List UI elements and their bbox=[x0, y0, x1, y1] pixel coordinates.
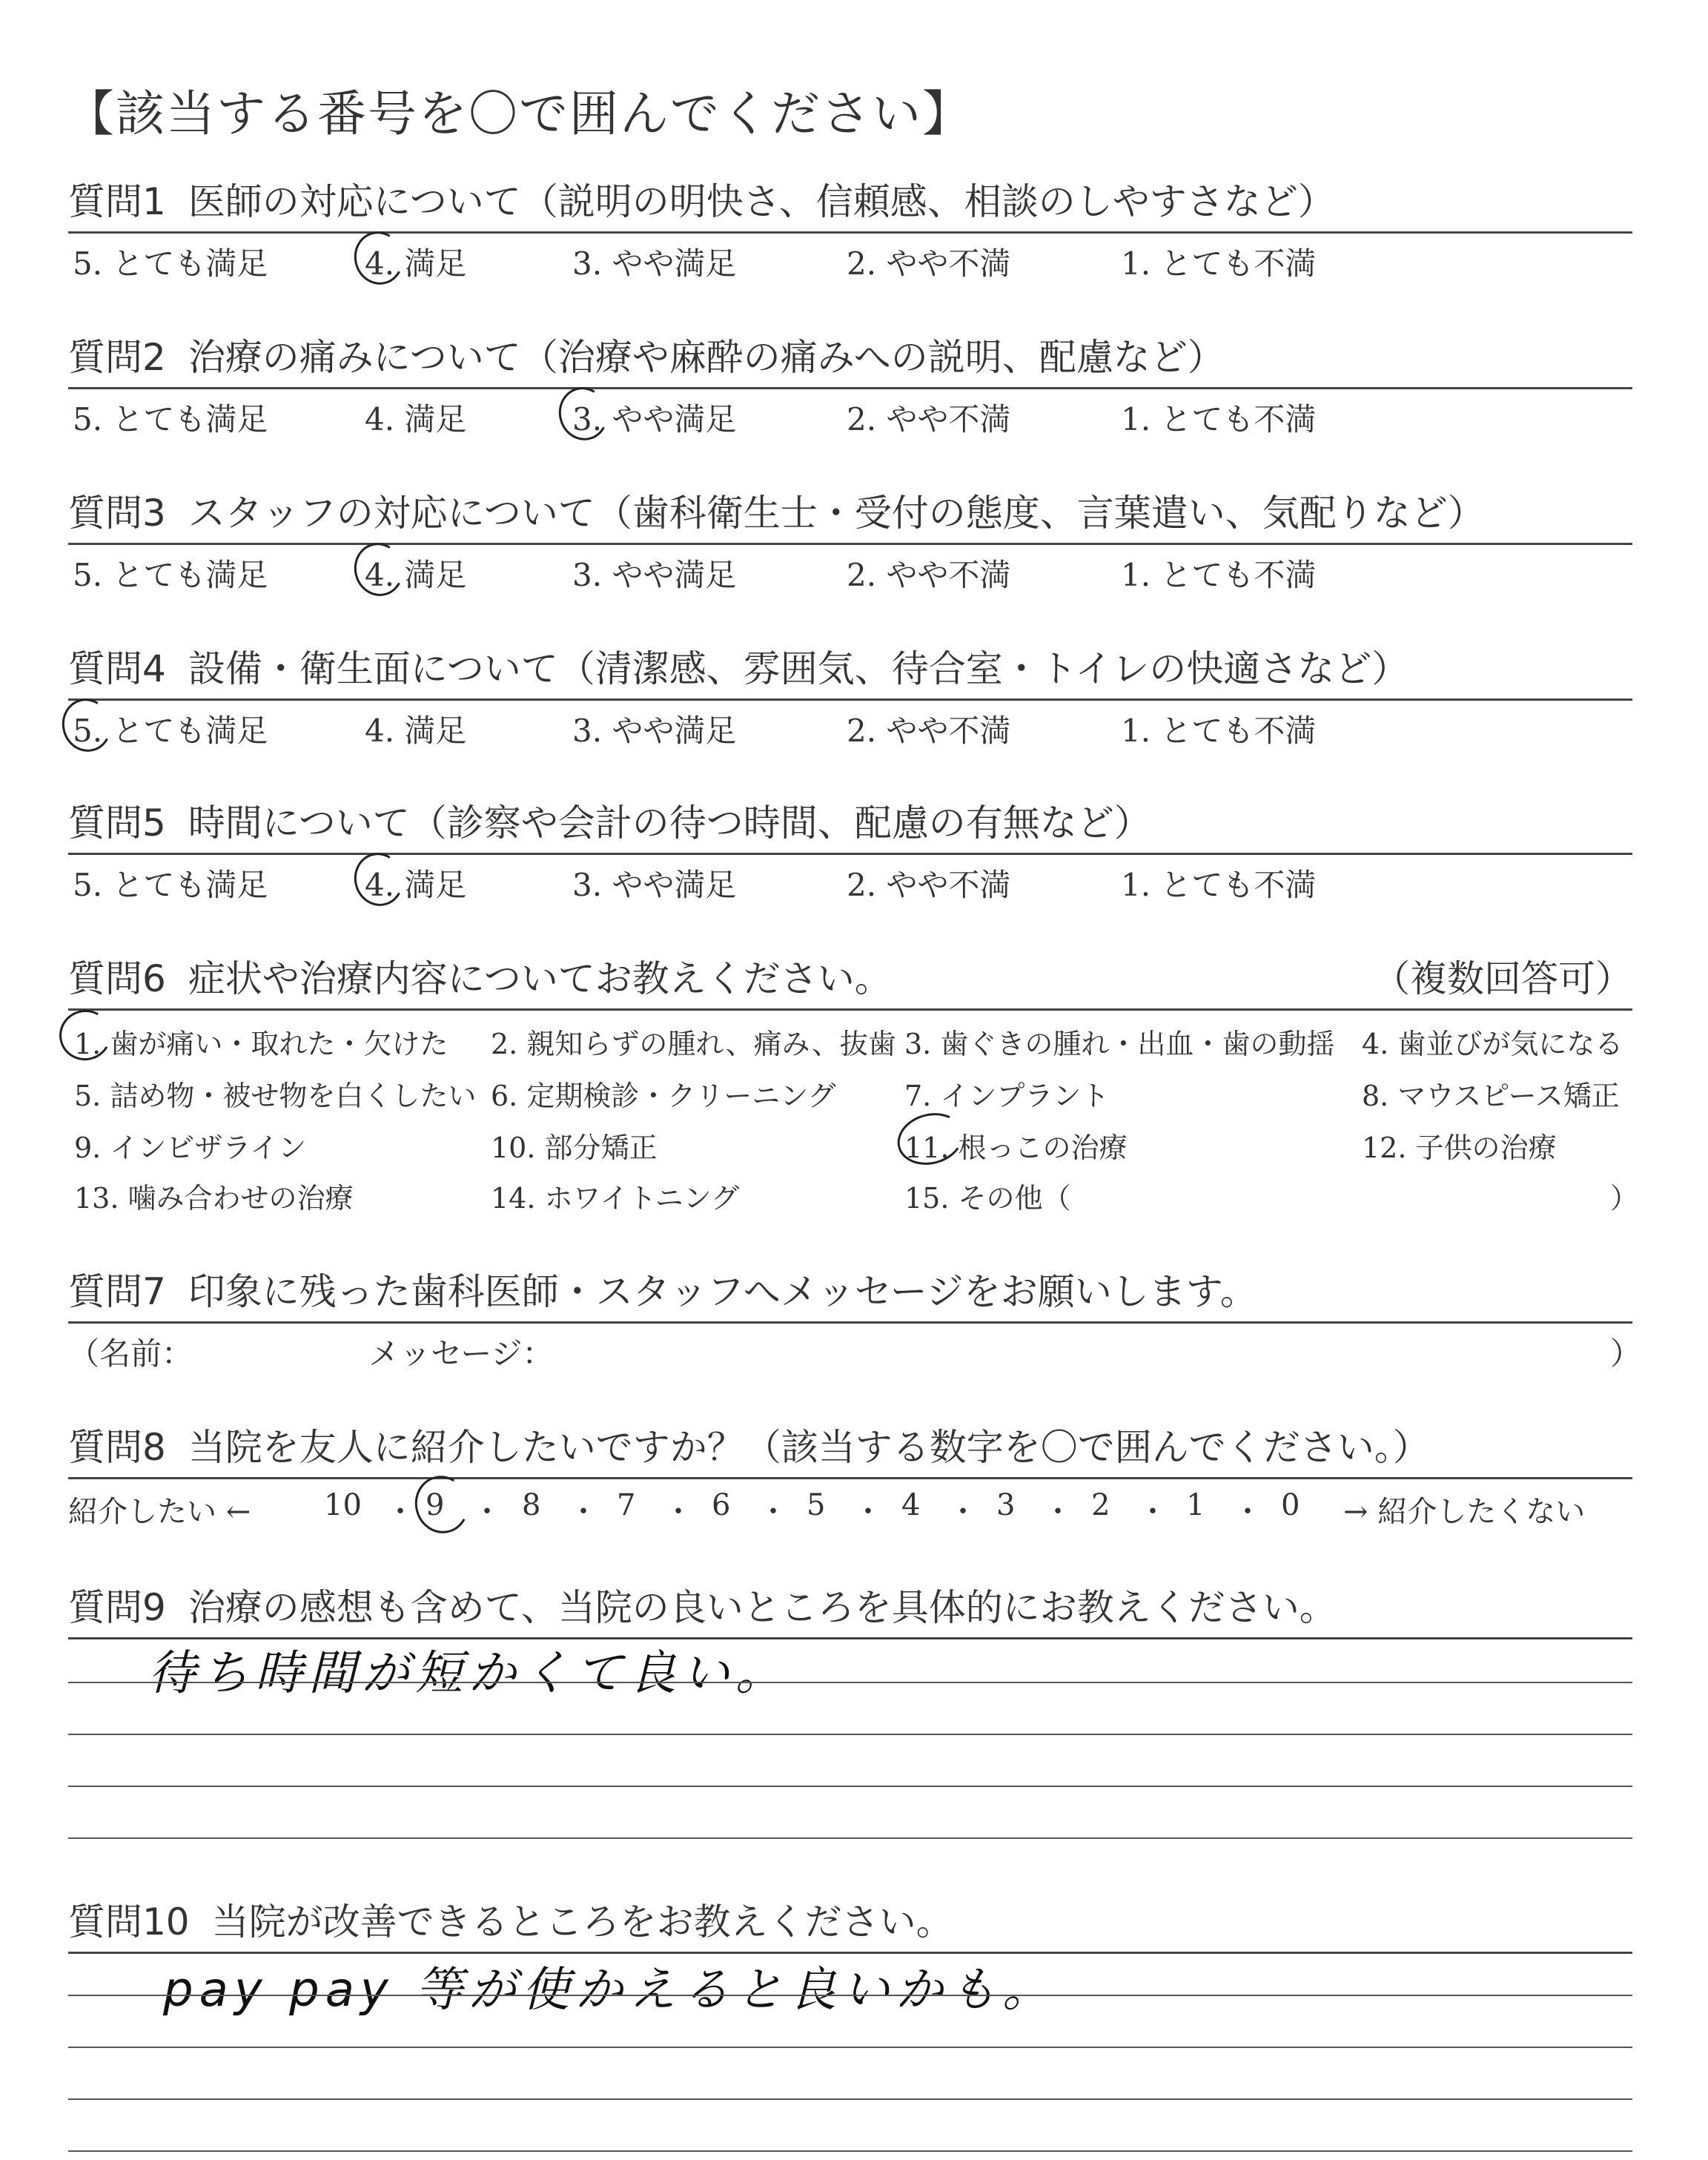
scale-9[interactable]: 9 bbox=[426, 1488, 445, 1522]
question-1 bbox=[68, 172, 1632, 280]
question-2 bbox=[68, 328, 1632, 435]
question-number: 質問7 bbox=[68, 1270, 166, 1313]
scale-1[interactable]: 1 bbox=[1186, 1488, 1205, 1522]
scale-dot: ・ bbox=[758, 1495, 788, 1529]
rating-options bbox=[68, 855, 1632, 901]
option-12[interactable]: 12. 子供の治療 bbox=[1362, 1132, 1557, 1164]
question-10 bbox=[68, 1892, 1632, 1954]
option-1[interactable]: 1. とても不満 bbox=[1121, 867, 1317, 903]
scale-0[interactable]: 0 bbox=[1281, 1488, 1300, 1522]
option-1[interactable]: 1. とても不満 bbox=[1121, 245, 1317, 282]
answer-line bbox=[68, 1734, 1632, 1735]
option-5[interactable]: 5. とても満足 bbox=[73, 713, 268, 749]
question-6 bbox=[68, 949, 1639, 1233]
scale-4[interactable]: 4 bbox=[901, 1488, 921, 1522]
option-3[interactable]: 3. やや満足 bbox=[572, 713, 737, 749]
option-5[interactable]: 5. とても満足 bbox=[73, 401, 268, 437]
scale-8[interactable]: 8 bbox=[522, 1488, 541, 1522]
question-number: 質問9 bbox=[68, 1586, 166, 1629]
option-14[interactable]: 14. ホワイトニング bbox=[491, 1182, 740, 1215]
question-number: 質問3 bbox=[68, 492, 166, 535]
question-text: 印象に残った歯科医師・スタッフへメッセージをお願いします。 bbox=[188, 1270, 1257, 1313]
question-text: スタッフの対応について（歯科衛生士・受付の態度、言葉遣い、気配りなど） bbox=[188, 492, 1485, 535]
scale-dot: ・ bbox=[1138, 1495, 1168, 1529]
treatment-options bbox=[68, 1011, 1639, 1233]
scale-7[interactable]: 7 bbox=[617, 1488, 636, 1522]
other-close-paren: ） bbox=[1610, 1182, 1639, 1215]
option-1[interactable]: 1. とても不満 bbox=[1121, 557, 1317, 593]
question-8 bbox=[68, 1418, 1632, 1529]
option-5[interactable]: 5. とても満足 bbox=[73, 557, 268, 593]
option-11[interactable]: 11. 根っこの治療 bbox=[904, 1132, 1128, 1164]
question-9 bbox=[68, 1578, 1632, 1639]
option-9[interactable]: 9. インビザライン bbox=[74, 1132, 307, 1164]
answer-line bbox=[68, 1786, 1632, 1787]
option-1[interactable]: 1. 歯が痛い・取れた・欠けた bbox=[74, 1028, 448, 1060]
option-6[interactable]: 6. 定期検診・クリーニング bbox=[491, 1080, 836, 1112]
option-2[interactable]: 2. やや不満 bbox=[847, 713, 1011, 749]
answer-line bbox=[68, 2047, 1632, 2048]
option-4[interactable]: 4. 歯並びが気になる bbox=[1362, 1028, 1623, 1060]
scale-left-label: 紹介したい ← bbox=[68, 1495, 251, 1529]
question-number: 質問1 bbox=[68, 180, 166, 223]
option-1[interactable]: 1. とても不満 bbox=[1121, 713, 1317, 749]
message-label: メッセージ： bbox=[368, 1335, 554, 1372]
question-number: 質問10 bbox=[68, 1900, 190, 1943]
scale-dot: ・ bbox=[853, 1495, 883, 1529]
question-text: 時間について（診察や会計の待つ時間、配慮の有無など） bbox=[188, 802, 1151, 845]
question-3 bbox=[68, 483, 1632, 591]
question-7 bbox=[68, 1262, 1642, 1372]
option-3[interactable]: 3. やや満足 bbox=[572, 401, 737, 437]
handwritten-answer-q9[interactable]: 待ち時間が短かくて良い。 bbox=[148, 1646, 789, 1701]
message-close-paren: ） bbox=[1610, 1335, 1642, 1372]
option-2[interactable]: 2. やや不満 bbox=[847, 401, 1011, 437]
scale-dot: ・ bbox=[948, 1495, 978, 1529]
option-4[interactable]: 4. 満足 bbox=[365, 557, 467, 593]
option-2[interactable]: 2. やや不満 bbox=[847, 557, 1011, 593]
option-5[interactable]: 5. 詰め物・被せ物を白くしたい bbox=[74, 1080, 477, 1112]
option-5[interactable]: 5. とても満足 bbox=[73, 245, 268, 282]
option-4[interactable]: 4. 満足 bbox=[365, 713, 467, 749]
scale-dot: ・ bbox=[569, 1495, 598, 1529]
option-3[interactable]: 3. やや満足 bbox=[572, 557, 737, 593]
scale-10[interactable]: 10 bbox=[324, 1488, 362, 1522]
scale-dot: ・ bbox=[1043, 1495, 1073, 1529]
question-text: 治療の痛みについて（治療や麻酔の痛みへの説明、配慮など） bbox=[188, 336, 1225, 379]
question-number: 質問5 bbox=[68, 802, 166, 845]
scale-dot: ・ bbox=[663, 1495, 693, 1529]
answer-line bbox=[68, 1995, 1632, 1996]
answer-line bbox=[68, 2098, 1632, 2100]
option-15[interactable]: 15. その他（ bbox=[904, 1182, 1071, 1215]
question-text: 症状や治療内容についてお教えください。 bbox=[188, 957, 892, 1000]
scale-right-label: → 紹介したくない bbox=[1343, 1495, 1586, 1529]
name-label: （名前： bbox=[68, 1335, 193, 1372]
scale-3[interactable]: 3 bbox=[996, 1488, 1016, 1522]
option-7[interactable]: 7. インプラント bbox=[904, 1080, 1110, 1112]
question-text: 医師の対応について（説明の明快さ、信頼感、相談のしやすさなど） bbox=[188, 180, 1335, 223]
question-number: 質問6 bbox=[68, 957, 166, 1000]
option-3[interactable]: 3. やや満足 bbox=[572, 245, 737, 282]
multiple-answers-note: （複数回答可） bbox=[1373, 957, 1632, 1000]
rating-options bbox=[68, 545, 1632, 591]
question-number: 質問8 bbox=[68, 1426, 166, 1469]
answer-line bbox=[68, 1837, 1632, 1839]
option-8[interactable]: 8. マウスピース矯正 bbox=[1362, 1080, 1620, 1112]
answer-line bbox=[68, 2150, 1632, 2152]
option-2[interactable]: 2. 親知らずの腫れ、痛み、抜歯 bbox=[491, 1028, 896, 1060]
recommend-scale bbox=[68, 1479, 1632, 1529]
option-10[interactable]: 10. 部分矯正 bbox=[491, 1132, 658, 1164]
option-4[interactable]: 4. 満足 bbox=[365, 401, 467, 437]
scale-dot: ・ bbox=[472, 1495, 502, 1529]
question-number: 質問4 bbox=[68, 647, 166, 690]
option-4[interactable]: 4. 満足 bbox=[365, 867, 467, 903]
page-title: 【該当する番号を〇で囲んでください】 bbox=[65, 85, 973, 142]
option-1[interactable]: 1. とても不満 bbox=[1121, 401, 1317, 437]
option-3[interactable]: 3. やや満足 bbox=[572, 867, 737, 903]
option-2[interactable]: 2. やや不満 bbox=[847, 867, 1011, 903]
question-text: 治療の感想も含めて、当院の良いところを具体的にお教えください。 bbox=[188, 1586, 1337, 1629]
rating-options bbox=[68, 234, 1632, 280]
question-text: 当院が改善できるところをお教えください。 bbox=[211, 1900, 953, 1943]
question-text: 設備・衛生面について（清潔感、雰囲気、待合室・トイレの快適さなど） bbox=[188, 647, 1409, 690]
question-4 bbox=[68, 639, 1632, 747]
scale-6[interactable]: 6 bbox=[712, 1488, 731, 1522]
option-13[interactable]: 13. 噛み合わせの治療 bbox=[74, 1182, 354, 1215]
option-3[interactable]: 3. 歯ぐきの腫れ・出血・歯の動揺 bbox=[904, 1028, 1335, 1060]
option-5[interactable]: 5. とても満足 bbox=[73, 867, 268, 903]
option-2[interactable]: 2. やや不満 bbox=[847, 245, 1011, 282]
scale-dot: ・ bbox=[385, 1495, 415, 1529]
answer-line bbox=[68, 1682, 1632, 1683]
handwritten-answer-q10[interactable]: pay pay 等が使かえると良いかも。 bbox=[163, 1963, 1056, 2018]
rating-options bbox=[68, 389, 1632, 435]
scale-5[interactable]: 5 bbox=[807, 1488, 826, 1522]
rating-options bbox=[68, 701, 1632, 747]
message-row bbox=[68, 1324, 1642, 1372]
scale-2[interactable]: 2 bbox=[1091, 1488, 1110, 1522]
scale-dot: ・ bbox=[1233, 1495, 1262, 1529]
option-4[interactable]: 4. 満足 bbox=[365, 245, 467, 282]
question-number: 質問2 bbox=[68, 336, 166, 379]
question-text: 当院を友人に紹介したいですか？（該当する数字を〇で囲んでください。） bbox=[188, 1426, 1430, 1469]
question-5 bbox=[68, 793, 1632, 901]
